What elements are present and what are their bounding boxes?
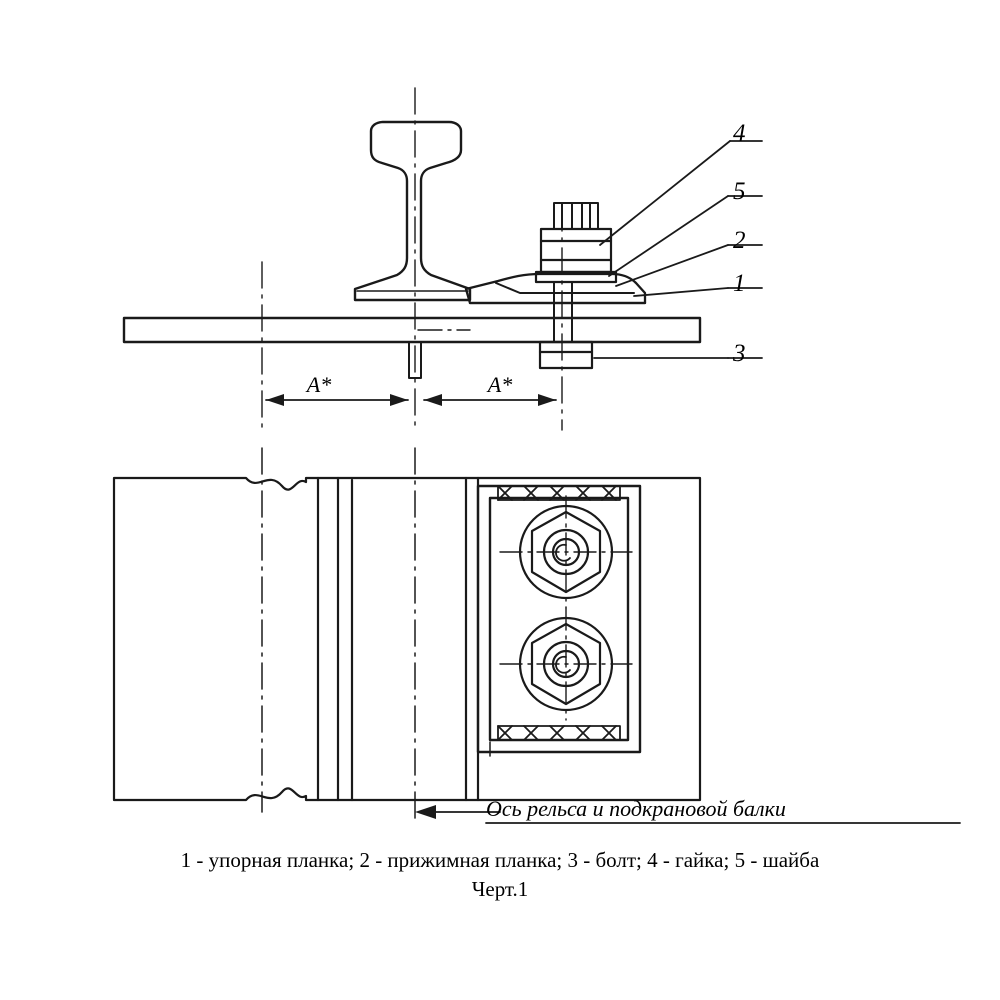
legend-caption: 1 - упорная планка; 2 - прижимная планка; 3 - болт; 4 - гайка; 5 - шайба [180, 848, 820, 872]
leader-label-4: 4 [733, 120, 746, 147]
leader-label-2: 2 [733, 227, 746, 254]
axis-note-label: Ось рельса и подкрановой балки [486, 796, 786, 821]
clamp-plate-2 [466, 274, 645, 303]
dimension-label-right: A* [487, 372, 513, 397]
nut-4 [541, 229, 611, 272]
bolt-shank [554, 282, 572, 342]
stop-plate-1 [496, 283, 634, 293]
crane-beam-flange [124, 318, 700, 342]
bolt-plan-lower-centerlines [500, 608, 632, 720]
leader-label-1: 1 [733, 270, 746, 297]
bolt-thread-top [554, 203, 598, 229]
leader-label-3: 3 [733, 340, 746, 367]
rail-profile [355, 122, 470, 300]
beam-web-lines [318, 478, 478, 800]
bolt-plan-upper-centerlines [500, 496, 632, 608]
dimension-label-left: A* [306, 372, 332, 397]
bolt-head-3 [540, 342, 592, 368]
figure-number-label: Черт.1 [471, 877, 529, 901]
leader-label-5: 5 [733, 178, 746, 205]
stop-plate-hatch-bottom [498, 726, 620, 740]
figure-caption-block [0, 845, 1000, 903]
